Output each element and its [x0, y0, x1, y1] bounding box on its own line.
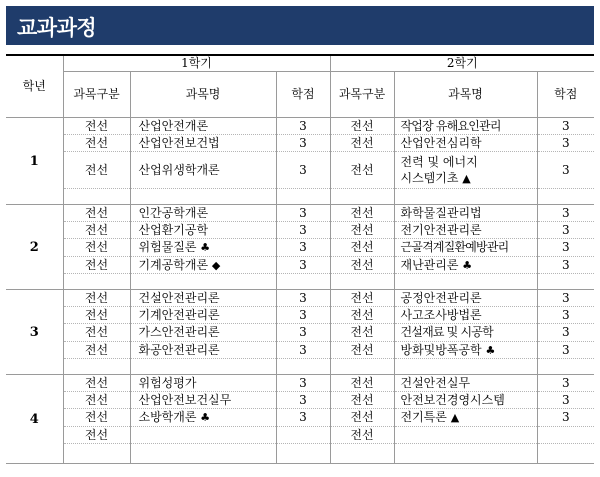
course-name: 재난관리론 — [400, 257, 459, 272]
category-cell: 전선 — [63, 290, 130, 307]
credit-cell: 3 — [537, 222, 594, 239]
category-cell: 전선 — [330, 427, 394, 444]
category-cell: 전선 — [330, 135, 394, 152]
course-name-cell — [130, 307, 276, 324]
course-name-cell — [130, 290, 276, 307]
course-name-cell — [130, 205, 276, 222]
credit-cell: 3 — [276, 290, 330, 307]
credit-cell: 3 — [276, 222, 330, 239]
course-name: 소방학개론 — [138, 410, 197, 424]
course-name-cell — [130, 135, 276, 152]
category-cell: 전선 — [63, 135, 130, 152]
course-name-cell — [394, 222, 537, 239]
credit-cell: 3 — [537, 342, 594, 359]
course-name-cell — [130, 152, 276, 189]
credit-cell — [537, 427, 594, 444]
course-name-cell — [130, 118, 276, 135]
course-name-cell — [394, 409, 537, 427]
course-name-cell — [394, 135, 537, 152]
category-cell: 전선 — [63, 409, 130, 427]
category-cell: 전선 — [330, 205, 394, 222]
credit-header-2: 학점 — [537, 72, 594, 118]
table-row — [6, 152, 594, 189]
credit-cell: 3 — [276, 307, 330, 324]
category-cell: 전선 — [330, 342, 394, 359]
category-cell: 전선 — [63, 392, 130, 409]
category-cell: 전선 — [330, 409, 394, 427]
table-row — [6, 205, 594, 222]
page-title: 교과과정 — [17, 16, 97, 40]
course-name-cell — [394, 118, 537, 135]
course-name: 전기특론 — [400, 410, 447, 424]
table-row — [6, 375, 594, 392]
year-header: 학년 — [6, 55, 63, 118]
credit-cell: 3 — [537, 205, 594, 222]
spacer-row — [6, 444, 594, 464]
course-mark: ◆ — [211, 258, 221, 272]
course-name-cell — [394, 290, 537, 307]
credit-cell: 3 — [537, 118, 594, 135]
table-row — [6, 392, 594, 409]
course-name: 건설안전실무 — [400, 375, 471, 390]
course-name: 근골격계질환예방관리 — [400, 240, 509, 254]
credit-cell: 3 — [276, 135, 330, 152]
course-name-cell — [394, 205, 537, 222]
course-mark: ♣ — [462, 258, 473, 272]
table-row — [6, 290, 594, 307]
course-name: 건설안전관리론 — [138, 290, 220, 305]
table-row — [6, 324, 594, 342]
credit-cell: 3 — [276, 392, 330, 409]
category-cell: 전선 — [330, 118, 394, 135]
curriculum-table — [6, 54, 594, 464]
table-row — [6, 118, 594, 135]
course-name: 가스안전관리론 — [138, 325, 220, 339]
course-name-cell — [394, 392, 537, 409]
category-cell: 전선 — [330, 239, 394, 257]
category-cell: 전선 — [63, 239, 130, 257]
course-name-cell — [130, 409, 276, 427]
credit-header-1: 학점 — [276, 72, 330, 118]
semester-1-header: 1학기 — [63, 55, 330, 72]
table-row — [6, 239, 594, 257]
category-cell: 전선 — [330, 375, 394, 392]
course-name-cell — [394, 324, 537, 342]
course-name-cell — [130, 324, 276, 342]
category-cell: 전선 — [330, 152, 394, 189]
category-cell: 전선 — [330, 290, 394, 307]
category-header-1: 과목구분 — [63, 72, 130, 118]
course-name: 화학물질관리법 — [400, 205, 482, 220]
course-name: 위험성평가 — [138, 375, 197, 390]
credit-cell: 3 — [276, 375, 330, 392]
name-header-1: 과목명 — [130, 72, 276, 118]
course-mark: ♣ — [200, 241, 211, 254]
credit-cell: 3 — [537, 409, 594, 427]
course-name-cell — [394, 307, 537, 324]
spacer-row — [6, 189, 594, 205]
category-cell: 전선 — [63, 307, 130, 324]
credit-cell: 3 — [276, 324, 330, 342]
category-cell: 전선 — [63, 375, 130, 392]
year-cell: 2 — [6, 205, 63, 290]
category-cell: 전선 — [330, 257, 394, 274]
course-name: 방화및방폭공학 — [400, 342, 482, 357]
table-row — [6, 342, 594, 359]
course-name: 산업안전심리학 — [400, 135, 482, 150]
category-cell: 전선 — [63, 152, 130, 189]
credit-cell: 3 — [276, 342, 330, 359]
course-name: 안전보건경영시스템 — [400, 392, 505, 407]
course-name: 기계공학개론 — [138, 257, 209, 272]
credit-cell: 3 — [276, 205, 330, 222]
credit-cell — [276, 427, 330, 444]
credit-cell: 3 — [276, 118, 330, 135]
category-cell: 전선 — [63, 427, 130, 444]
table-row — [6, 257, 594, 274]
category-cell: 전선 — [63, 324, 130, 342]
credit-cell: 3 — [537, 239, 594, 257]
course-name: 사고조사방법론 — [400, 307, 482, 322]
category-cell: 전선 — [63, 222, 130, 239]
course-mark: ▲ — [450, 411, 460, 424]
course-name: 기계안전관리론 — [138, 307, 220, 322]
course-mark: ♣ — [200, 411, 211, 424]
category-header-2-text: 과목구분 — [338, 87, 386, 101]
credit-cell: 3 — [276, 239, 330, 257]
course-name-cell — [394, 257, 537, 274]
course-mark: ▲ — [462, 171, 471, 185]
table-row — [6, 135, 594, 152]
course-name-line2: 시스템기초 — [400, 170, 459, 185]
table-row — [6, 307, 594, 324]
course-name: 산업위생학개론 — [138, 162, 220, 177]
table-row — [6, 409, 594, 427]
course-name-cell — [394, 427, 537, 444]
course-name: 위험물질론 — [138, 240, 197, 254]
course-name: 인간공학개론 — [138, 205, 209, 220]
credit-cell: 3 — [537, 324, 594, 342]
course-name-cell — [130, 427, 276, 444]
category-header-2 — [330, 72, 394, 118]
course-name: 건설재료 및 시공학 — [400, 325, 493, 339]
course-name-cell — [130, 222, 276, 239]
course-name: 산업안전보건실무 — [138, 392, 232, 407]
credit-cell: 3 — [537, 135, 594, 152]
category-cell: 전선 — [63, 205, 130, 222]
course-name-cell — [130, 392, 276, 409]
spacer-row — [6, 359, 594, 375]
name-header-2: 과목명 — [394, 72, 537, 118]
credit-cell: 3 — [537, 375, 594, 392]
course-name: 작업장 유해요인관리 — [400, 118, 501, 133]
category-cell: 전선 — [63, 118, 130, 135]
year-cell: 4 — [6, 375, 63, 464]
course-name-cell — [394, 152, 537, 189]
category-cell: 전선 — [63, 257, 130, 274]
category-cell: 전선 — [63, 342, 130, 359]
course-name: 전기안전관리론 — [400, 222, 482, 237]
course-name-cell — [130, 239, 276, 257]
course-name: 산업안전보건법 — [138, 135, 220, 150]
year-cell: 1 — [6, 118, 63, 205]
category-cell: 전선 — [330, 324, 394, 342]
course-name-cell — [130, 342, 276, 359]
curriculum-table-wrapper — [6, 54, 594, 464]
course-name: 화공안전관리론 — [138, 342, 220, 357]
credit-cell: 3 — [276, 152, 330, 189]
year-cell: 3 — [6, 290, 63, 375]
credit-cell: 3 — [276, 257, 330, 274]
spacer-row — [6, 274, 594, 290]
credit-cell: 3 — [537, 392, 594, 409]
course-name: 산업안전개론 — [138, 118, 209, 133]
credit-cell: 3 — [537, 257, 594, 274]
course-name-cell — [394, 342, 537, 359]
course-mark: ♣ — [485, 343, 496, 357]
course-name-cell — [394, 375, 537, 392]
credit-cell: 3 — [537, 307, 594, 324]
course-name: 전력 및 에너지 — [400, 154, 478, 169]
course-name-cell — [130, 257, 276, 274]
table-row — [6, 427, 594, 444]
credit-cell: 3 — [537, 152, 594, 189]
title-bar — [6, 6, 594, 45]
semester-2-header: 2학기 — [330, 55, 594, 72]
category-cell: 전선 — [330, 392, 394, 409]
course-name: 산업환기공학 — [138, 222, 209, 237]
course-name-cell — [394, 239, 537, 257]
table-row — [6, 222, 594, 239]
category-cell: 전선 — [330, 222, 394, 239]
credit-cell: 3 — [276, 409, 330, 427]
category-cell: 전선 — [330, 307, 394, 324]
credit-cell: 3 — [537, 290, 594, 307]
course-name: 공정안전관리론 — [400, 290, 482, 305]
course-name-cell — [130, 375, 276, 392]
